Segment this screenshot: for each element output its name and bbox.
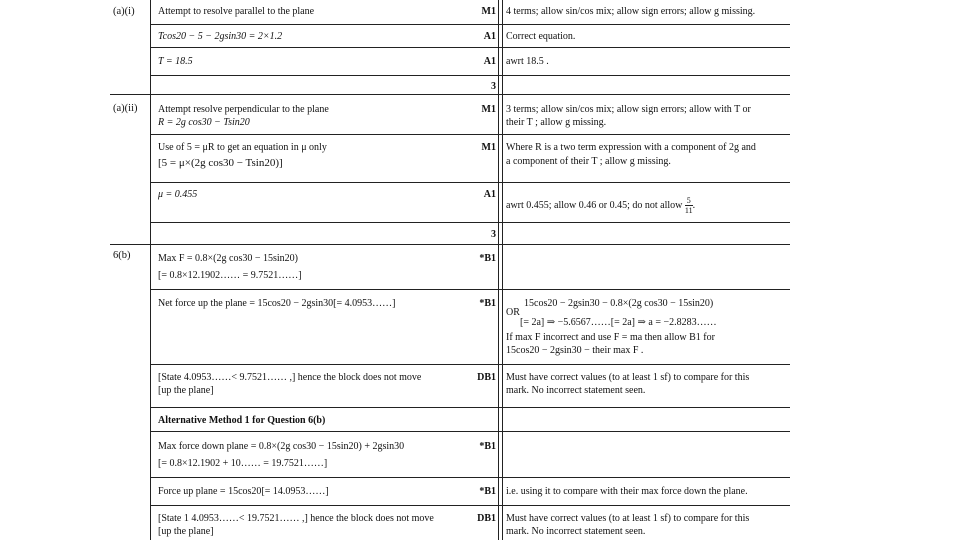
working-equation: Net force up the plane = 15cos20 − 2gsin30[= 4.0953……] xyxy=(158,298,396,309)
mark-code: *B1 xyxy=(479,486,496,497)
guidance-text: their T ; allow g missing. xyxy=(506,117,607,128)
guidance-equation: [= 2a] ⇒ −5.6567……[= 2a] ⇒ a = −2.8283…… xyxy=(520,317,717,328)
guidance-text: Where R is a two term expression with a component of 2g and xyxy=(506,142,756,153)
mark-code: *B1 xyxy=(479,441,496,452)
question-label-6b: 6(b) xyxy=(113,250,131,261)
row-divider xyxy=(150,134,790,135)
guidance-text: 4 terms; allow sin/cos mix; allow sign errors; allow g missing. xyxy=(506,6,756,17)
working-equation: R = 2g cos30 − Tsin20 xyxy=(158,117,250,128)
mark-total: 3 xyxy=(491,81,496,92)
fraction-numerator: 5 xyxy=(686,196,691,205)
row-divider xyxy=(150,24,790,25)
working-text: [State 1 4.0953……< 19.7521…… ,] hence the block does not move xyxy=(158,513,434,524)
mark-code: M1 xyxy=(481,104,496,115)
guidance-main: awrt 0.455; allow 0.46 or 0.45; do not allow xyxy=(506,199,683,211)
alternative-method-heading: Alternative Method 1 for Question 6(b) xyxy=(158,415,326,426)
working-text: [up the plane] xyxy=(158,385,214,396)
question-label-a-ii: (a)(ii) xyxy=(113,103,138,114)
working-equation: [5 = μ×(2g cos30 − Tsin20)] xyxy=(158,157,283,169)
mark-code: A1 xyxy=(483,189,496,200)
mark-code: DB1 xyxy=(477,513,496,524)
guidance-or: OR xyxy=(506,307,520,318)
mark-code: M1 xyxy=(481,6,496,17)
guidance-equation: 15cos20 − 2gsin30 − 0.8×(2g cos30 − 15sin20) xyxy=(524,298,714,309)
working-text: [up the plane] xyxy=(158,526,214,537)
mark-code: *B1 xyxy=(479,298,496,309)
row-divider xyxy=(150,364,790,365)
row-divider xyxy=(150,182,790,183)
question-label-a-i: (a)(i) xyxy=(113,6,135,17)
col-divider-question xyxy=(150,0,151,540)
working-equation: [= 0.8×12.1902…… = 9.7521……] xyxy=(158,270,302,281)
working-equation: Max F = 0.8×(2g cos30 − 15sin20) xyxy=(158,253,298,264)
col-divider-mark-left xyxy=(498,0,499,540)
working-text: [State 4.0953……< 9.7521…… ,] hence the block does not move xyxy=(158,372,422,383)
working-equation: [= 0.8×12.1902 + 10…… = 19.7521……] xyxy=(158,458,328,469)
working-answer: μ = 0.455 xyxy=(158,189,198,200)
guidance-text: i.e. using it to compare with their max force down the plane. xyxy=(506,486,748,497)
row-divider xyxy=(150,407,790,408)
mark-total: 3 xyxy=(491,229,496,240)
col-divider-mark-right xyxy=(502,0,503,540)
row-divider xyxy=(150,47,790,48)
row-divider xyxy=(150,477,790,478)
mark-code: DB1 xyxy=(477,372,496,383)
guidance-text: If max F incorrect and use F = ma then allow B1 for xyxy=(506,332,715,343)
guidance-text: 3 terms; allow sin/cos mix; allow sign errors; allow with T or xyxy=(506,104,751,115)
fraction-denominator: 11 xyxy=(684,206,693,215)
mark-code: A1 xyxy=(483,31,496,42)
guidance-text: Must have correct values (to at least 1 sf) to compare for this xyxy=(506,513,750,524)
row-divider xyxy=(150,505,790,506)
working-equation: Tcos20 − 5 − 2gsin30 = 2×1.2 xyxy=(158,31,283,42)
guidance-text: a component of their T ; allow g missing. xyxy=(506,156,671,167)
guidance-text: Must have correct values (to at least 1 sf) to compare for this xyxy=(506,372,750,383)
mark-code: M1 xyxy=(481,142,496,153)
working-answer: T = 18.5 xyxy=(158,56,193,67)
guidance-text: awrt 0.455; allow 0.46 or 0.45; do not allow $\frac{5}{11}$ . xyxy=(506,196,696,215)
mark-code: A1 xyxy=(483,56,496,67)
fraction xyxy=(685,196,693,215)
guidance-text: awrt 18.5 . xyxy=(506,56,549,67)
mark-code: *B1 xyxy=(479,253,496,264)
working-text: Attempt resolve perpendicular to the plane xyxy=(158,104,329,115)
row-divider xyxy=(110,244,790,245)
guidance-text: mark. No incorrect statement seen. xyxy=(506,526,646,537)
row-divider xyxy=(150,222,790,223)
row-divider xyxy=(150,75,790,76)
working-text: Attempt to resolve parallel to the plane xyxy=(158,6,315,17)
working-text: Use of 5 = μR to get an equation in μ only xyxy=(158,142,327,153)
row-divider xyxy=(150,431,790,432)
row-divider xyxy=(150,289,790,290)
row-divider xyxy=(110,94,790,95)
guidance-text: 15cos20 − 2gsin30 − their max F . xyxy=(506,345,644,356)
guidance-text: mark. No incorrect statement seen. xyxy=(506,385,646,396)
working-equation: Force up plane = 15cos20[= 14.0953……] xyxy=(158,486,329,497)
guidance-text: Correct equation. xyxy=(506,31,576,42)
working-equation: Max force down plane = 0.8×(2g cos30 − 15sin20) + 2gsin30 xyxy=(158,441,405,452)
